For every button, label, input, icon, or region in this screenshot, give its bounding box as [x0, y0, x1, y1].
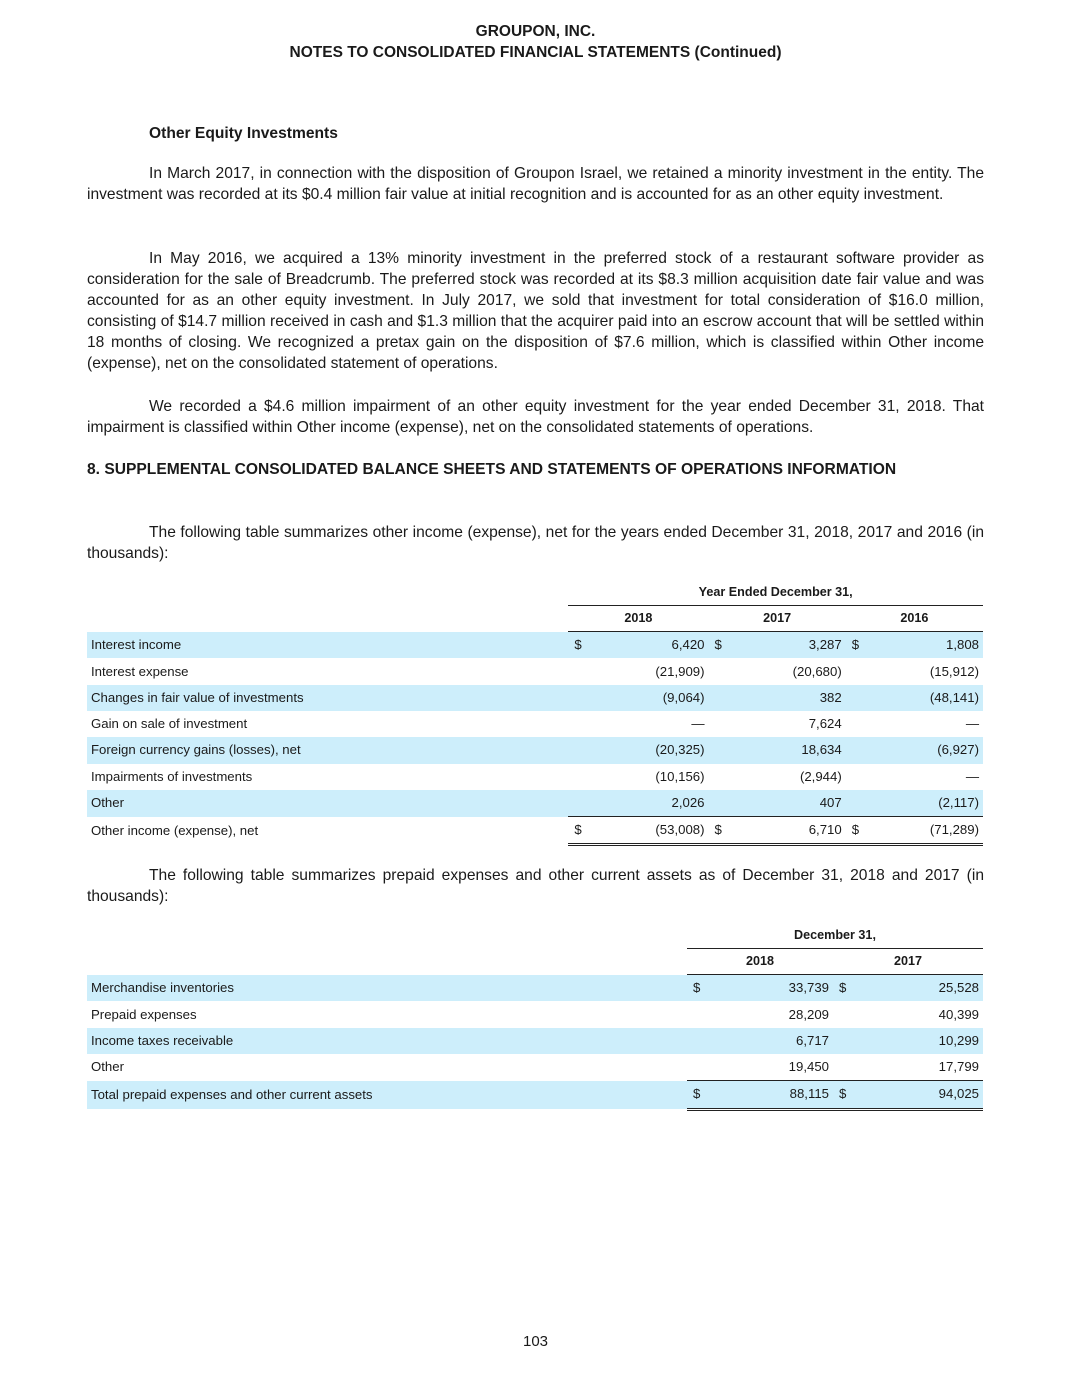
page-subtitle: NOTES TO CONSOLIDATED FINANCIAL STATEMENTS (Continued)	[289, 44, 782, 61]
cell-value: 25,528	[853, 975, 983, 1002]
table-row	[87, 658, 983, 684]
cell-value: 1,808	[866, 632, 983, 659]
cell-value: 18,634	[728, 737, 845, 763]
table-total-row	[87, 1081, 983, 1109]
cell-value: —	[691, 716, 705, 732]
row-label: Other income (expense), net	[91, 822, 259, 838]
cell-value: 382	[728, 685, 845, 711]
row-label: Interest expense	[91, 663, 189, 679]
page-header	[0, 21, 1071, 63]
row-label: Other	[87, 790, 568, 817]
row-label: Impairments of investments	[91, 768, 253, 784]
cell-value: 6,420	[588, 632, 708, 659]
cell-value: 10,299	[853, 1028, 983, 1054]
row-label: Other	[91, 1059, 124, 1075]
period-header: Year Ended December 31,	[568, 579, 983, 605]
cell-value: —	[965, 768, 979, 784]
row-label: Interest income	[87, 632, 568, 659]
paragraph-march-2017: In March 2017, in connection with the disposition of Groupon Israel, we retained a minority investment in the entity. The investment was recorded at its $0.4 million fair value at initial recognition and is accounted for as an other equity investment.	[87, 165, 984, 203]
currency-symbol: $	[709, 817, 729, 845]
row-label: Prepaid expenses	[91, 1006, 197, 1022]
cell-value: (2,117)	[866, 790, 983, 817]
section-8-heading: 8. SUPPLEMENTAL CONSOLIDATED BALANCE SHEETS AND STATEMENTS OF OPERATIONS INFORMATION	[87, 461, 897, 478]
table-row	[87, 764, 983, 790]
cell-value: 88,115	[707, 1081, 833, 1109]
table-header-row	[87, 922, 983, 948]
currency-symbol: $	[687, 975, 707, 1002]
cell-value: (48,141)	[866, 685, 983, 711]
cell-value: 7,624	[808, 716, 842, 732]
cell-value: 3,287	[728, 632, 845, 659]
row-label: Total prepaid expenses and other current assets	[87, 1081, 687, 1109]
cell-value: (2,944)	[799, 768, 842, 784]
period-header: December 31,	[687, 922, 983, 948]
row-label: Merchandise inventories	[87, 975, 687, 1002]
table-row	[87, 1001, 983, 1027]
year-column-header: 2016	[846, 605, 983, 631]
year-column-header: 2017	[709, 605, 846, 631]
currency-symbol: $	[833, 975, 853, 1002]
row-label: Gain on sale of investment	[91, 716, 248, 732]
table2-intro: The following table summarizes prepaid expenses and other current assets as of December 31, 2018 and 2017 (in thousands):	[87, 867, 984, 905]
year-column-header: 2017	[833, 948, 983, 974]
cell-value: (53,008)	[588, 817, 708, 845]
table-row	[87, 685, 983, 711]
cell-value: 28,209	[788, 1006, 829, 1022]
currency-symbol: $	[687, 1081, 707, 1109]
paragraph-impairment: We recorded a $4.6 million impairment of an other equity investment for the year ended December 31, 2018. That impairment is classified within Other income (expense), net on the consolidated statements of operations.	[87, 398, 984, 436]
cell-value: (21,909)	[655, 663, 705, 679]
table-row	[87, 737, 983, 763]
cell-value: (10,156)	[655, 768, 705, 784]
cell-value: 2,026	[588, 790, 708, 817]
table-row	[87, 1028, 983, 1054]
table-row	[87, 1054, 983, 1081]
cell-value: (6,927)	[866, 737, 983, 763]
year-column-header: 2018	[687, 948, 833, 974]
cell-value: 6,710	[728, 817, 845, 845]
row-label: Foreign currency gains (losses), net	[87, 737, 568, 763]
table-header-row	[87, 579, 983, 605]
cell-value: 6,717	[707, 1028, 833, 1054]
cell-value: 33,739	[707, 975, 833, 1002]
cell-value: (9,064)	[588, 685, 708, 711]
prepaid-expenses-table	[87, 922, 983, 1111]
cell-value: 19,450	[788, 1059, 829, 1075]
currency-symbol: $	[568, 817, 588, 845]
page-number: 103	[522, 1333, 549, 1350]
table-row	[87, 975, 983, 1002]
table-year-row	[87, 948, 983, 974]
table1-intro: The following table summarizes other income (expense), net for the years ended December 31, 2018, 2017 and 2016 (in thousands):	[87, 524, 984, 562]
currency-symbol: $	[846, 632, 866, 659]
cell-value: (20,680)	[792, 663, 842, 679]
cell-value: 407	[728, 790, 845, 817]
cell-value: 17,799	[938, 1059, 979, 1075]
other-equity-heading: Other Equity Investments	[149, 125, 338, 142]
paragraph-may-2016: In May 2016, we acquired a 13% minority investment in the preferred stock of a restaurant software provider as consideration for the sale of Breadcrumb. The preferred stock was recorded at its $8.3 million acquisition date fair value and was accounted for as an other equity investment. In July 2017, we sold that investment for total consideration of $16.0 million, consisting of $14.7 million received in cash and $1.3 million that the acquirer paid into an escrow account that will be settled within 18 months of closing. We recognized a pretax gain on the disposition of $7.6 million, which is classified within Other income (expense), net on the consolidated statement of operations.	[87, 250, 984, 372]
cell-value: (20,325)	[588, 737, 708, 763]
row-label: Income taxes receivable	[87, 1028, 687, 1054]
other-income-table	[87, 579, 983, 846]
cell-value: (15,912)	[929, 663, 979, 679]
cell-value: 40,399	[938, 1006, 979, 1022]
currency-symbol: $	[568, 632, 588, 659]
table-row	[87, 790, 983, 817]
currency-symbol: $	[709, 632, 729, 659]
row-label: Changes in fair value of investments	[87, 685, 568, 711]
currency-symbol: $	[846, 817, 866, 845]
cell-value: —	[965, 716, 979, 732]
currency-symbol: $	[833, 1081, 853, 1109]
table-row	[87, 711, 983, 737]
table-row	[87, 632, 983, 659]
table-total-row	[87, 817, 983, 845]
cell-value: (71,289)	[866, 817, 983, 845]
company-name: GROUPON, INC.	[475, 23, 596, 40]
year-column-header: 2018	[568, 605, 708, 631]
table-year-row	[87, 605, 983, 631]
cell-value: 94,025	[853, 1081, 983, 1109]
